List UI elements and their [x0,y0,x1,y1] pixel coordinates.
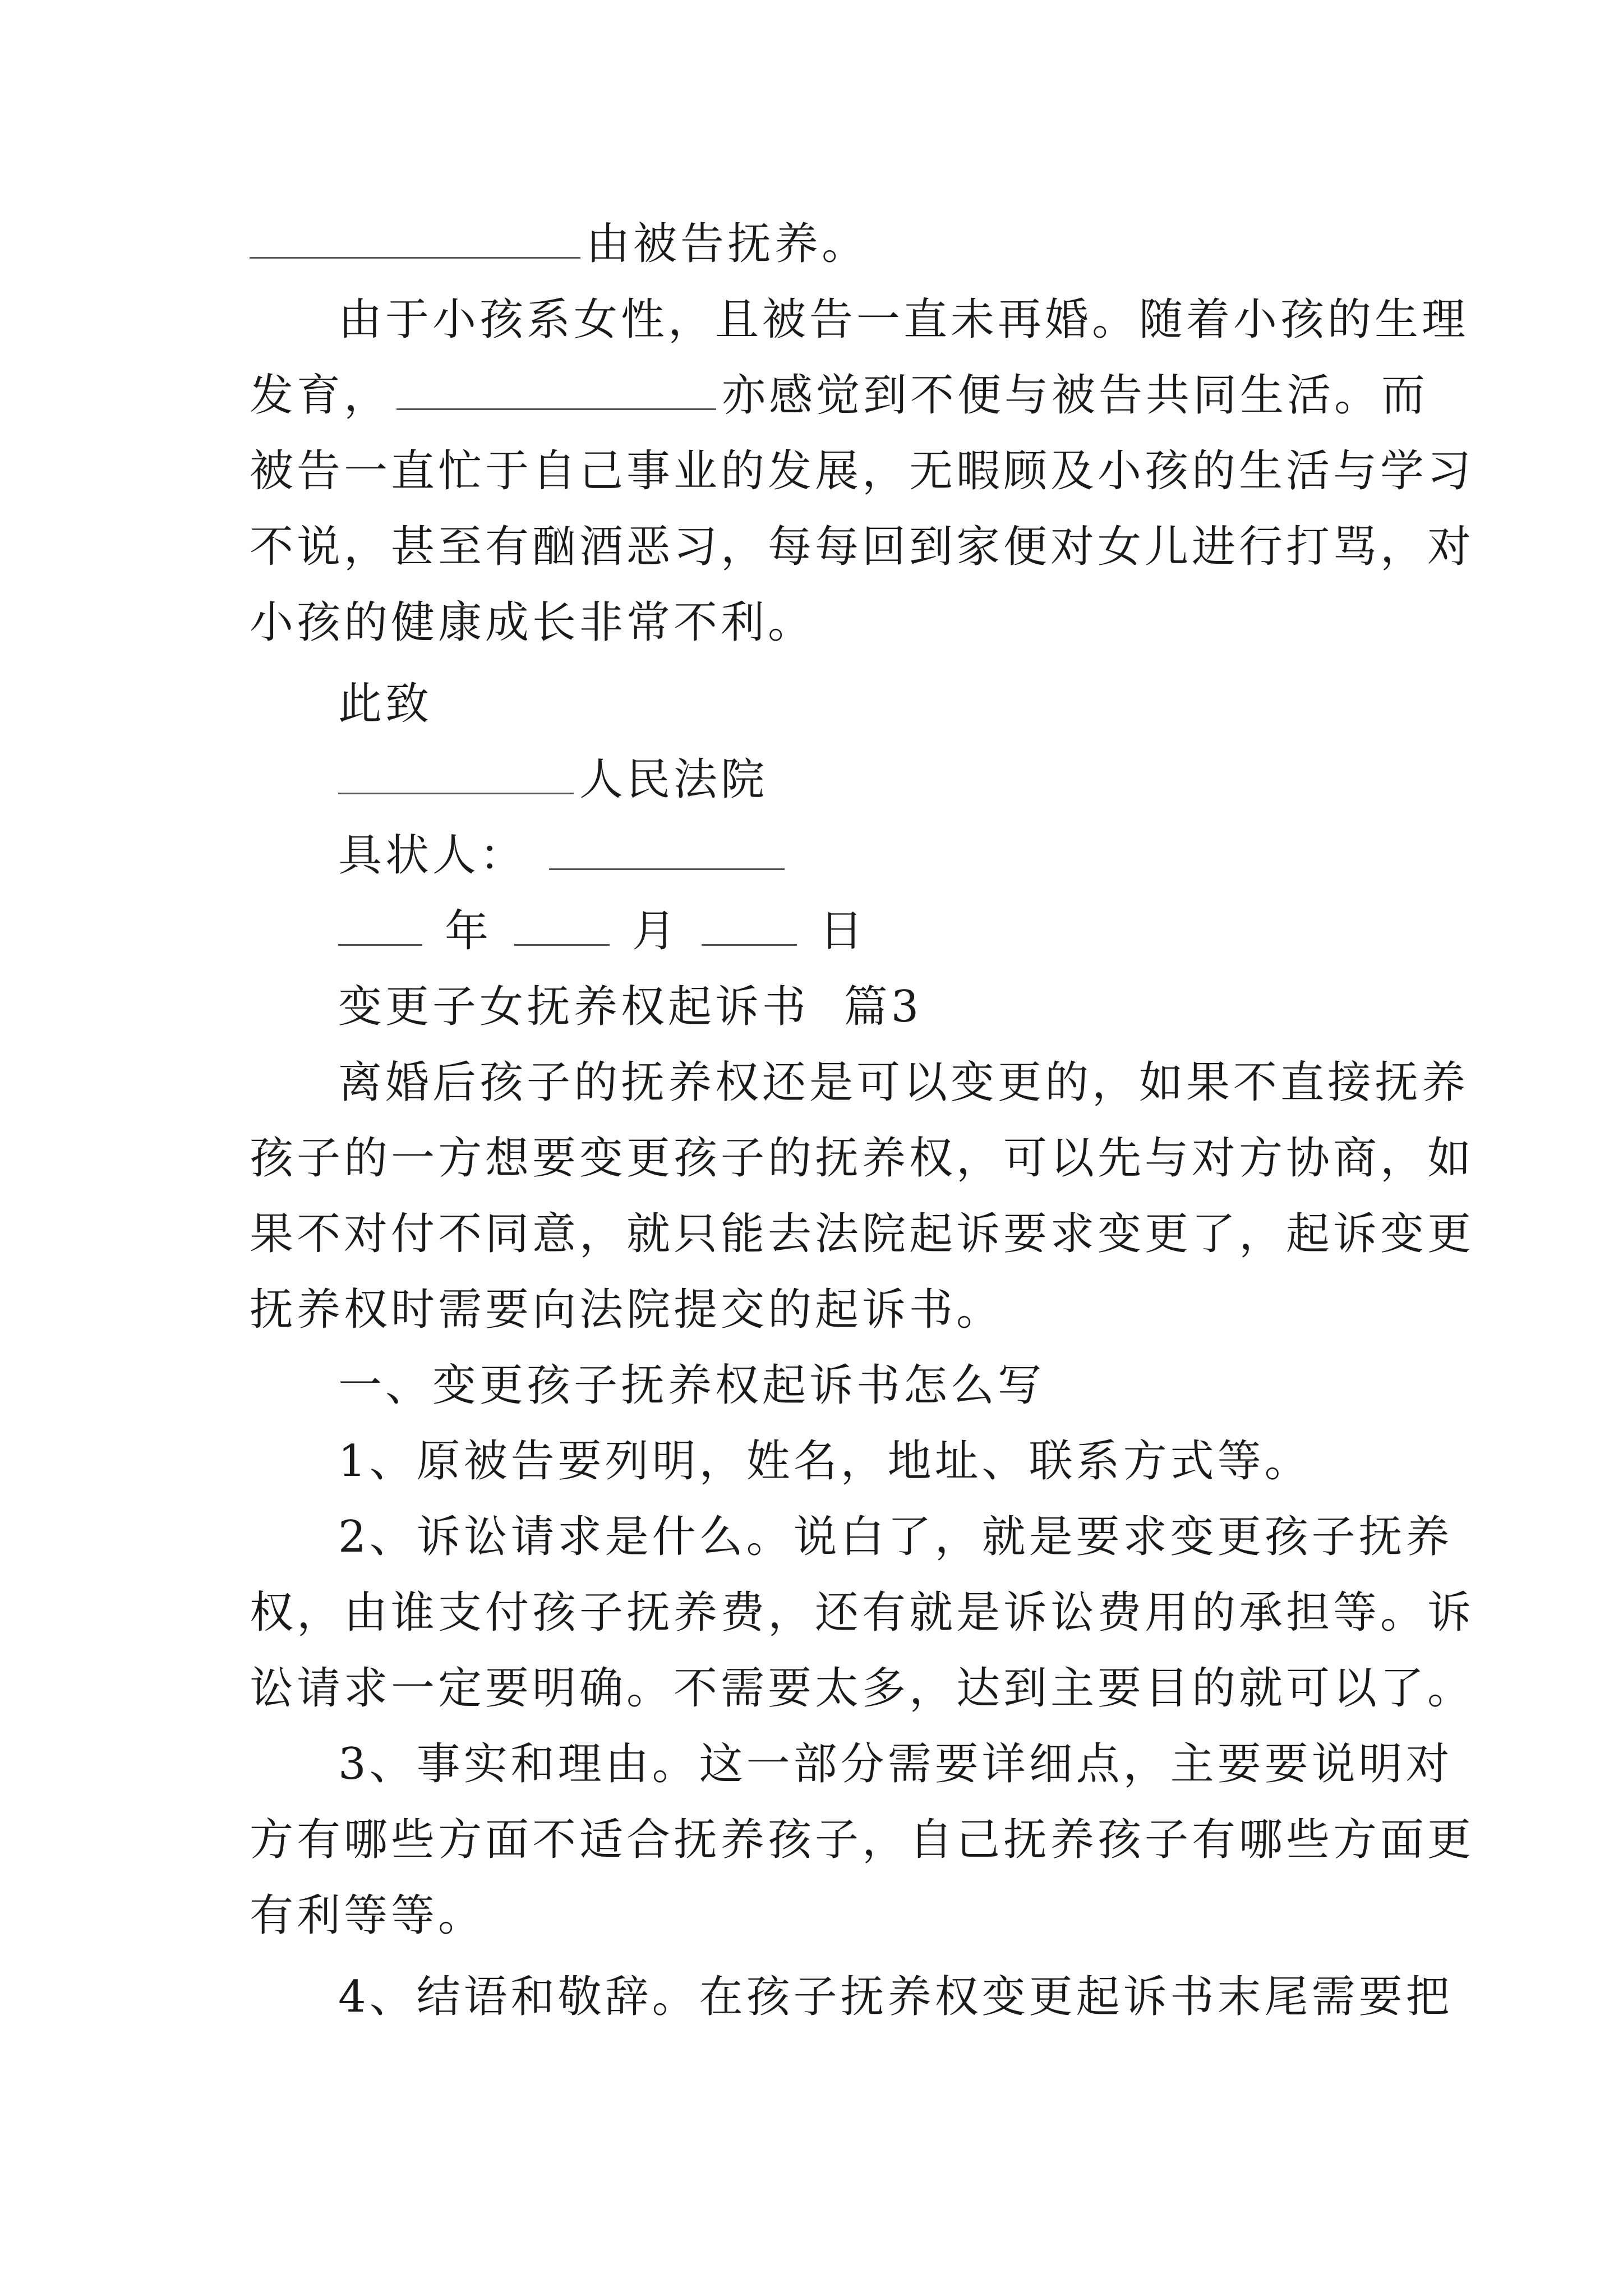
text-line: 讼请求一定要明确。不需要太多，达到主要目的就可以了。 [250,1663,1475,1714]
text-line: 离婚后孩子的抚养权还是可以变更的，如果不直接抚养 [338,1057,1469,1108]
text-line: 有利等等。 [250,1890,486,1941]
text-span: 亦感觉到不便与被告共同生活。而 [722,370,1429,421]
text-line [250,216,869,272]
text-span: 由被告抚养。 [586,219,869,269]
date-line [338,903,866,959]
signer-label: 具状人： [338,830,527,881]
text-line: 小孩的健康成长非常不利。 [250,597,815,648]
fill-blank [702,905,797,946]
fill-blank [514,905,610,946]
text-line [250,367,1428,424]
fill-blank [549,829,785,870]
list-item: 4、结语和敬辞。在孩子抚养权变更起诉书末尾需要把 [338,1972,1453,2022]
text-line: 由于小孩系女性，且被告一直未再婚。随着小孩的生理 [338,295,1469,345]
fill-blank [396,369,716,410]
fill-blank [338,905,422,946]
day-label: 日 [819,906,867,956]
text-span: 人民法院 [579,754,768,805]
text-line: 不说，甚至有酗酒恶习，每每回到家便对女儿进行打骂，对 [250,522,1475,572]
subheading: 一、变更孩子抚养权起诉书怎么写 [338,1360,1045,1411]
section-heading: 变更子女抚养权起诉书 篇3 [338,982,923,1032]
year-label: 年 [445,906,492,956]
closing-salutation: 此致 [338,679,433,729]
fill-blank [250,218,580,259]
text-line: 果不对付不同意，就只能去法院起诉要求变更了，起诉变更 [250,1209,1475,1259]
month-label: 月 [632,906,680,956]
fill-blank [338,753,574,794]
signer-line [338,827,790,884]
text-line: 抚养权时需要向法院提交的起诉书。 [250,1285,1004,1335]
list-item: 1、原被告要列明，姓名，地址、联系方式等。 [338,1436,1312,1487]
court-line [338,752,768,808]
text-line: 被告一直忙于自己事业的发展，无暇顾及小孩的生活与学习 [250,446,1475,496]
list-item: 2、诉讼请求是什么。说白了，就是要求变更孩子抚养 [338,1512,1453,1562]
text-line: 权，由谁支付孩子抚养费，还有就是诉讼费用的承担等。诉 [250,1588,1475,1638]
list-item: 3、事实和理由。这一部分需要详细点，主要要说明对 [338,1739,1453,1789]
text-span: 发育， [250,370,391,421]
text-line: 孩子的一方想要变更孩子的抚养权，可以先与对方协商，如 [250,1133,1475,1184]
text-line: 方有哪些方面不适合抚养孩子，自己抚养孩子有哪些方面更 [250,1815,1475,1865]
